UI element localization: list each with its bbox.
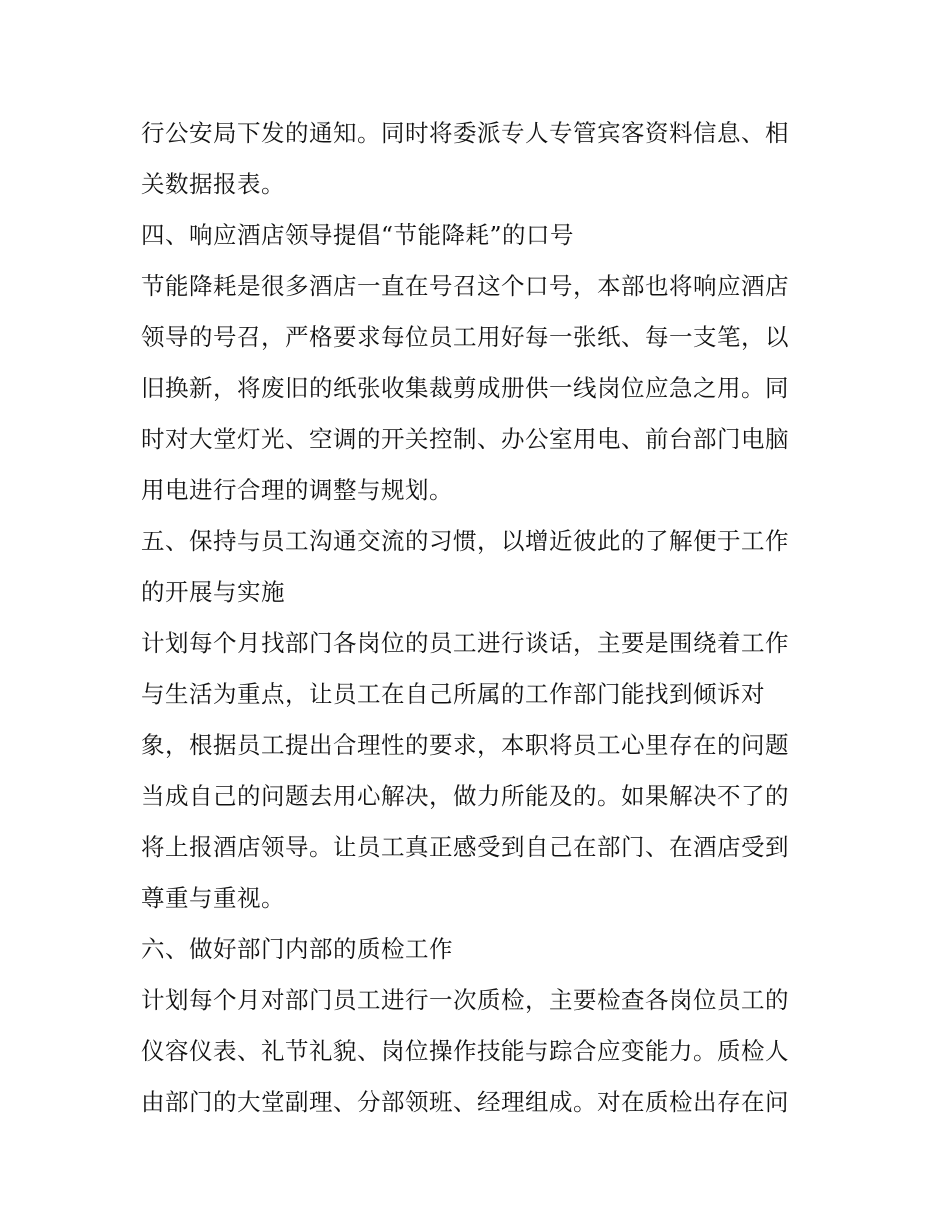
text-line: 象，根据员工提出合理性的要求，本职将员工心里存在的问题 bbox=[141, 731, 789, 759]
text-line: 将上报酒店领导。让员工真正感受到自己在部门、在酒店受到 bbox=[141, 833, 789, 861]
text-line: 尊重与重视。 bbox=[141, 884, 285, 912]
text-line: 时对大堂灯光、空调的开关控制、办公室用电、前台部门电脑 bbox=[141, 425, 789, 453]
text-line: 当成自己的问题去用心解决，做力所能及的。如果解决不了的 bbox=[141, 782, 789, 810]
text-line: 用电进行合理的调整与规划。 bbox=[141, 476, 453, 504]
text-line: 计划每个月找部门各岗位的员工进行谈话，主要是围绕着工作 bbox=[141, 629, 789, 657]
section-heading-4: 四、响应酒店领导提倡“节能降耗”的口号 bbox=[141, 221, 575, 249]
section-heading-6: 六、做好部门内部的质检工作 bbox=[141, 935, 453, 963]
text-line: 行公安局下发的通知。同时将委派专人专管宾客资料信息、相 bbox=[141, 119, 789, 147]
text-line: 领导的号召，严格要求每位员工用好每一张纸、每一支笔，以 bbox=[141, 323, 789, 351]
text-line: 仪容仪表、礼节礼貌、岗位操作技能与踪合应变能力。质检人 bbox=[141, 1037, 789, 1065]
text-line: 由部门的大堂副理、分部领班、经理组成。对在质检出存在问 bbox=[141, 1088, 789, 1116]
document-body bbox=[141, 108, 821, 1128]
text-line: 旧换新，将废旧的纸张收集裁剪成册供一线岗位应急之用。同 bbox=[141, 374, 789, 402]
section-heading-5-continued: 的开展与实施 bbox=[141, 578, 285, 606]
text-line: 关数据报表。 bbox=[141, 170, 285, 198]
text-line: 计划每个月对部门员工进行一次质检，主要检查各岗位员工的 bbox=[141, 986, 789, 1014]
text-line: 与生活为重点，让员工在自己所属的工作部门能找到倾诉对 bbox=[141, 680, 765, 708]
section-heading-5: 五、保持与员工沟通交流的习惯，以增近彼此的了解便于工作 bbox=[141, 527, 789, 555]
text-line: 节能降耗是很多酒店一直在号召这个口号，本部也将响应酒店 bbox=[141, 272, 789, 300]
